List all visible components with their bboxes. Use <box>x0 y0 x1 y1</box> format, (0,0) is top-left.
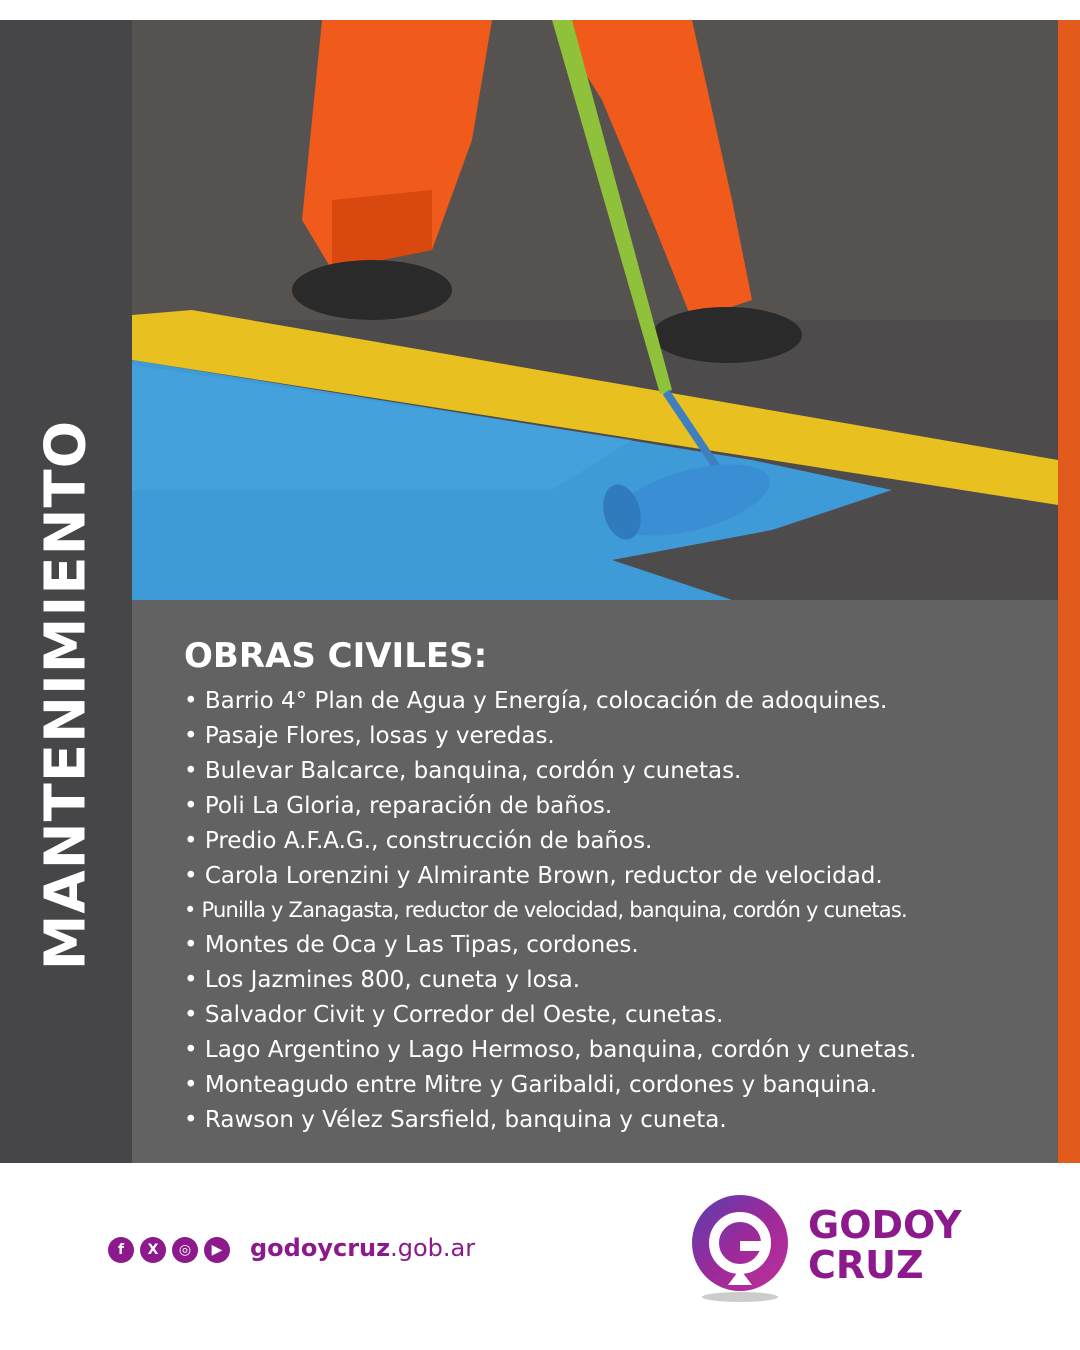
facebook-icon[interactable]: f <box>108 1237 134 1263</box>
list-item: • Monteagudo entre Mitre y Garibaldi, cordones y banquina. <box>184 1071 878 1098</box>
list-item: • Bulevar Balcarce, banquina, cordón y cunetas. <box>184 757 742 784</box>
list-item: • Carola Lorenzini y Almirante Brown, reductor de velocidad. <box>184 862 883 889</box>
footer <box>0 1163 1080 1350</box>
instagram-icon[interactable]: ◎ <box>172 1237 198 1263</box>
list-item: • Rawson y Vélez Sarsfield, banquina y cuneta. <box>184 1106 727 1133</box>
sidebar <box>0 20 132 1163</box>
social-links <box>108 1237 230 1263</box>
list-item: • Barrio 4° Plan de Agua y Energía, colocación de adoquines. <box>184 688 888 714</box>
works-list <box>184 684 916 1138</box>
x-icon[interactable]: X <box>140 1237 166 1263</box>
top-margin <box>0 0 1080 20</box>
list-item: • Poli La Gloria, reparación de baños. <box>184 792 613 819</box>
list-item: • Salvador Civit y Corredor del Oeste, cunetas. <box>184 1002 724 1029</box>
section-heading: OBRAS CIVILES: <box>184 636 488 676</box>
road-painting-illustration <box>132 20 1058 600</box>
brand-name <box>808 1205 962 1285</box>
brand-line-2: CRUZ <box>808 1243 924 1287</box>
website-tld: .gob.ar <box>390 1234 476 1262</box>
list-item: • Montes de Oca y Las Tipas, cordones. <box>184 932 639 959</box>
website-link[interactable] <box>250 1234 475 1262</box>
accent-strip <box>1058 20 1080 1163</box>
list-item: • Predio A.F.A.G., construcción de baños. <box>184 827 653 854</box>
hero-photo <box>132 20 1058 600</box>
list-item: • Lago Argentino y Lago Hermoso, banquina, cordón y cunetas. <box>184 1037 917 1064</box>
godoy-cruz-logo-icon <box>690 1193 790 1303</box>
youtube-icon[interactable]: ▶ <box>204 1237 230 1263</box>
sidebar-title: MANTENIMIENTO <box>33 419 99 971</box>
content-panel <box>132 600 1058 1163</box>
list-item: • Pasaje Flores, losas y veredas. <box>184 722 555 749</box>
list-item: • Los Jazmines 800, cuneta y losa. <box>184 967 581 994</box>
list-item: • Punilla y Zanagasta, reductor de velocidad, banquina, cordón y cunetas. <box>184 898 907 923</box>
website-domain: godoycruz <box>250 1234 391 1262</box>
brand-line-1: GODOY <box>808 1203 962 1247</box>
